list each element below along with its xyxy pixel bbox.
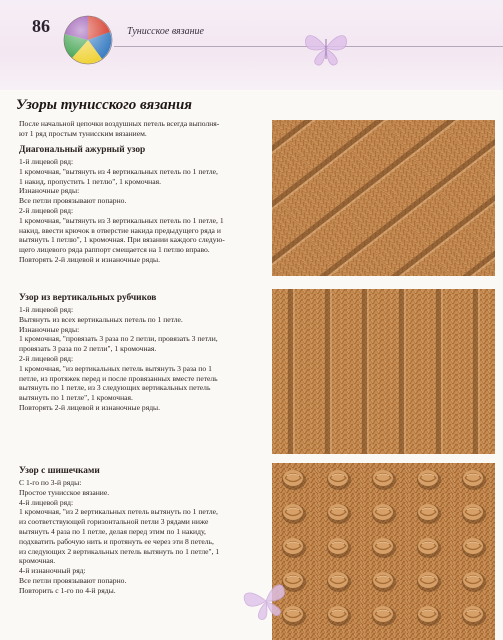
pattern-line: вытянуть 4 раза по 1 петле, делая перед этим по 1 накиду,	[19, 526, 206, 536]
pattern-vertical-ribs	[19, 292, 264, 413]
butterfly-icon	[300, 27, 352, 69]
pattern-line: петле, из протяжек перед и после провязанных вместе петель	[19, 373, 218, 383]
pattern-line: Повторять 2-й лицевой и изнаночные ряды.	[19, 254, 161, 264]
pattern-line: 1 кромочная, "из 2 вертикальных петель вытянуть по 1 петле,	[19, 507, 218, 517]
intro-paragraph	[19, 119, 264, 139]
pattern-line: 1 кромочная, "вытянуть из 3 вертикальных петель по 1 петле, 1	[19, 215, 224, 225]
butterfly-icon	[240, 580, 292, 622]
pattern-title: Узор из вертикальных рубчиков	[19, 293, 157, 303]
pattern-line: 1-й лицевой ряд:	[19, 305, 74, 314]
pattern-line: Вытянуть из всех вертикальных петель по 1 петле.	[19, 314, 183, 324]
pattern-line: 4-й изнаночный ряд:	[19, 566, 86, 576]
pattern-line: 1 кромочная, "из вертикальных петель вытянуть 3 раза по 1	[19, 363, 212, 373]
pattern-line: Простое тунисское вязание.	[19, 487, 110, 497]
swatch-photo-bobbles	[272, 463, 495, 640]
pattern-line: 4-й лицевой ряд:	[19, 497, 74, 507]
pattern-line: 1 кромочная, "вытянуть из 4 вертикальных петель по 1 петле,	[19, 166, 218, 176]
pattern-line: провязать 3 раза по 2 петли", 1 кромочная.	[19, 344, 157, 354]
pattern-line: Все петли провязывают попарно.	[19, 575, 127, 585]
pattern-line: вытянуть 1 петлю", 1 кромочная. При вязании каждого следую-	[19, 235, 225, 245]
pattern-line: Повторять 2-й лицевой и изнаночные ряды.	[19, 402, 161, 412]
pattern-line: С 1-го по 3-й ряды:	[19, 478, 82, 487]
pattern-line: 1 кромочная, "провязать 3 раза по 2 петли, провязать 3 петли,	[19, 334, 218, 344]
pattern-line: кромочная.	[19, 556, 56, 566]
pattern-line: 2-й лицевой ряд:	[19, 353, 74, 363]
pattern-line: 1 накид, пропустить 1 петлю", 1 кромочная.	[19, 176, 161, 186]
pattern-line: Все петли провязывают попарно.	[19, 196, 127, 206]
intro-line: После начальной цепочки воздушных петель всегда выполня-	[19, 119, 220, 128]
pattern-line: 1-й лицевой ряд:	[19, 157, 74, 166]
page-number: 86	[32, 16, 50, 36]
pattern-line: вытянуть по 1 петле, из 3 следующих вертикальных петель	[19, 383, 211, 393]
pattern-line: Изнаночные ряды:	[19, 186, 80, 196]
pattern-bobbles	[19, 465, 264, 596]
pattern-line: Повторить с 1-го по 4-й ряды.	[19, 585, 116, 595]
pattern-line: Изнаночные ряды:	[19, 324, 80, 334]
pattern-line: подхватить рабочую нить и протянуть ее через эти 8 петель,	[19, 536, 214, 546]
intro-line: ют 1 ряд простым тунисским вязанием.	[19, 128, 147, 138]
pattern-line: 2-й лицевой ряд:	[19, 205, 74, 215]
pattern-line: из следующих 2 вертикальных петель вытянуть по 1 петле", 1	[19, 546, 220, 556]
page-heading: Узоры тунисского вязания	[16, 97, 193, 113]
pattern-line: вытянуть по 1 петле", 1 кромочная.	[19, 393, 133, 403]
pattern-line: накид, ввести крючок в отверстие накида предыдущего ряда и	[19, 225, 221, 235]
running-header: Тунисское вязание	[127, 26, 204, 37]
swatch-photo-ribs	[272, 289, 495, 454]
swatch-photo-diagonal	[272, 120, 495, 276]
pattern-line: щего лицевого ряда раппорт смещается на 1 петлю вправо.	[19, 245, 210, 255]
pattern-line: из соответствующей горизонтальной петли 3 рядами ниже	[19, 517, 209, 527]
pattern-diagonal-openwork	[19, 144, 264, 265]
pattern-title: Узор с шишечками	[19, 466, 100, 476]
pattern-title: Диагональный ажурный узор	[19, 145, 146, 155]
yarn-ball-icon	[62, 14, 114, 66]
